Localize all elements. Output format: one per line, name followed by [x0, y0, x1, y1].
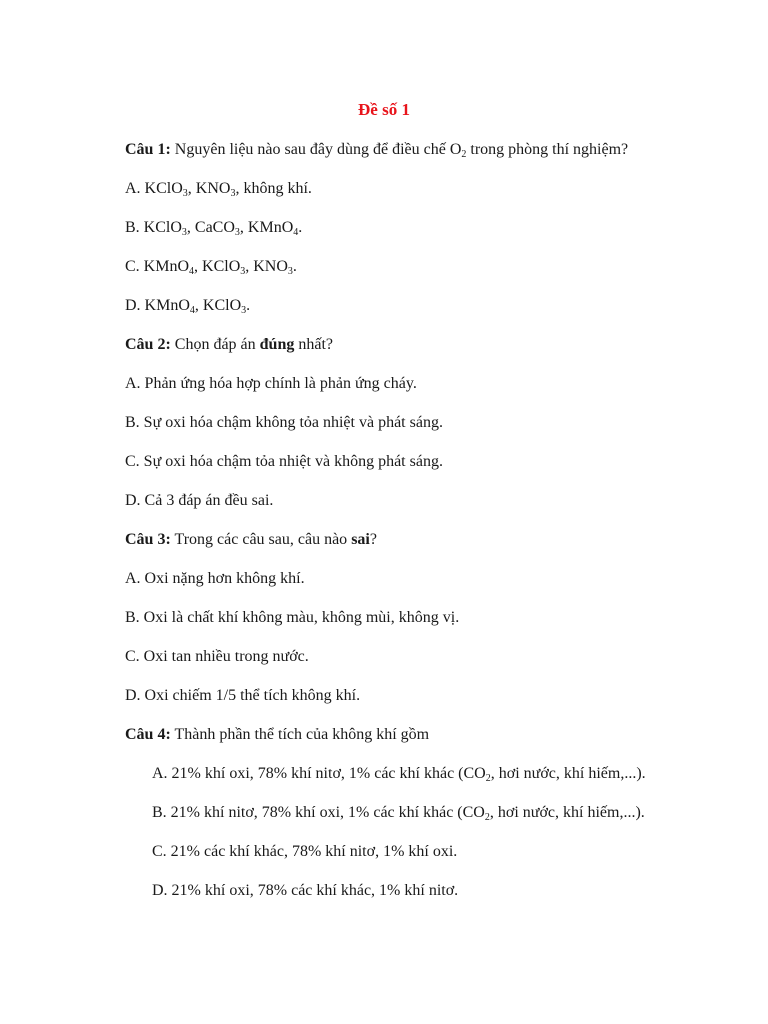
question-3-option-a: A. Oxi nặng hơn không khí.: [125, 570, 305, 587]
page-title: Đề số 1: [358, 100, 410, 119]
question-label: Câu 1:: [125, 141, 171, 158]
question-2-stem: Câu 2: Chọn đáp án đúng nhất?: [125, 336, 334, 353]
question-label: Câu 2:: [125, 336, 171, 353]
question-4-stem: Câu 4: Thành phần thể tích của không khí gồm: [125, 726, 430, 743]
question-2-option-d: D. Cả 3 đáp án đều sai.: [125, 492, 274, 509]
question-4-option-d: D. 21% khí oxi, 78% các khí khác, 1% khí nitơ.: [152, 882, 459, 899]
question-1-option-a: A. KClO$_3$, $KNO_3$, không khí.: [125, 180, 312, 199]
question-2-option-c: C. Sự oxi hóa chậm tỏa nhiệt và không phát sáng.: [125, 453, 443, 470]
question-4-option-c: C. 21% các khí khác, 78% khí nitơ, 1% khí oxi.: [152, 843, 458, 860]
question-3-option-c: C. Oxi tan nhiều trong nước.: [125, 648, 309, 665]
question-label: Câu 3:: [125, 531, 171, 548]
question-1-option-d: D. KMnO$_4$, KClO$_3$.: [125, 297, 251, 316]
question-3-stem: Câu 3: Trong các câu sau, câu nào sai?: [125, 531, 377, 548]
question-1-stem: Câu 1: Nguyên liệu nào sau đây dùng để điều chế $O_2$ trong phòng thí nghiệm?: [125, 141, 629, 160]
question-3-option-d: D. Oxi chiếm 1/5 thể tích không khí.: [125, 687, 361, 704]
question-4-option-a: A. 21% khí oxi, 78% khí nitơ, 1% các khí khác ($CO_2$, hơi nước, khí hiếm,...).: [152, 765, 646, 784]
question-2-option-b: B. Sự oxi hóa chậm không tỏa nhiệt và phát sáng.: [125, 414, 443, 431]
question-label: Câu 4:: [125, 726, 171, 743]
question-4-option-b: B. 21% khí nitơ, 78% khí oxi, 1% các khí khác ($CO_2$, hơi nước, khí hiếm,...).: [152, 804, 645, 823]
question-1-option-b: B. KClO$_3$, CaCO$_3$, KMnO$_4$.: [125, 219, 303, 238]
question-2-option-a: A. Phản ứng hóa hợp chính là phản ứng cháy.: [125, 375, 417, 392]
question-1-option-c: C. KMnO$_4$, KClO$_3$, $KNO_3$.: [125, 258, 297, 277]
question-3-option-b: B. Oxi là chất khí không màu, không mùi, không vị.: [125, 609, 460, 626]
